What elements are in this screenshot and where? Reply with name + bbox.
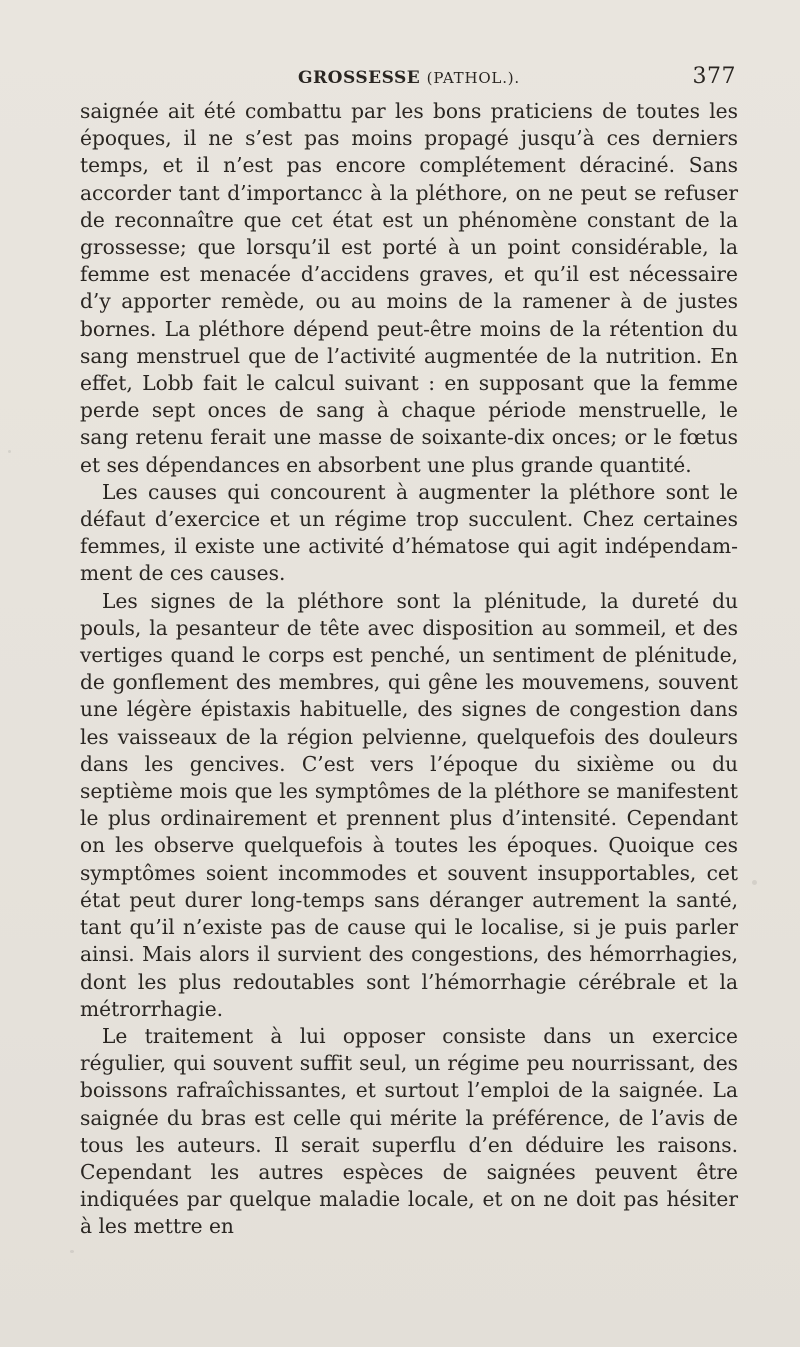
paragraph-treatment: Le traitement à lui opposer consiste dans un exercice régulier, qui souvent suffit seul, un régime peu nourrissant, des boissons rafraîchissantes, et surtout l’emploi de la saignée. La saignée du bras est celle qui mérite la préférence, de l’avis de tous les auteurs. Il serait superflu d’en déduire les raisons. Cependant les autres espèces de saignées peuvent être indiquées par quelque maladie locale, et on ne doit pas hésiter à les mettre en (80, 1023, 738, 1239)
paragraph-signs: Les signes de la pléthore sont la plénitude, la dureté du pouls, la pesanteur de tête avec disposition au sommeil, et des vertiges quand le corps est penché, un sentiment de plénitude, de gonflement des membres, qui gêne les mouvemens, souvent une légère épistaxis habituelle, des signes de congestion dans les vaisseaux de la région pelvienne, quelquefois des douleurs dans les gencives. C’est vers l’époque du sixième ou du septième mois que les symptômes de la pléthore se manifestent le plus ordinairement et prennent plus d’intensité. Cependant on les observe quelquefois à toutes les époques. Quoique ces symptômes soient incommodes et souvent insupportables, cet état peut durer long-temps sans déranger autrement la santé, tant qu’il n’existe pas de cause qui le localise, si je puis parler ainsi. Mais alors il survient des congestions, des hémorrhagies, dont les plus redoutables sont l’hémorrhagie cérébrale et la métrorrhagie. (80, 588, 738, 1021)
paper-speck (8, 450, 11, 453)
running-subtitle: (PATHOL.). (426, 69, 520, 87)
running-title: GROSSESSE (298, 68, 421, 88)
page-header (80, 66, 738, 94)
paper-speck (752, 880, 757, 885)
paper-speck (70, 1250, 74, 1253)
paragraph-causes: Les causes qui concourent à augmenter la pléthore sont le défaut d’exercice et un régime trop succulent. Chez certaines femmes, il existe une activité d’hématose qui agit indépendamment de ces causes. (80, 479, 738, 586)
page-number: 377 (692, 64, 736, 89)
paragraph-continuation: saignée ait été combattu par les bons praticiens de toutes les époques, il ne s’est pas moins propagé jusqu’à ces derniers temps, et il n’est pas encore complétement déraciné. Sans accorder tant d’importancc à la pléthore, on ne peut se refuser de reconnaître que cet état est un phénomène constant de la grossesse; que lorsqu’il est porté à un point considérable, la femme est menacée d’accidens graves, et qu’il est nécessaire d’y apporter remède, ou au moins de la ramener à de justes bornes. La pléthore dépend peut-être moins de la rétention du sang menstruel que de l’activité augmentée de la nutrition. En effet, Lobb fait le calcul suivant : en supposant que la femme perde sept onces de sang à chaque période menstruelle, le sang retenu ferait une masse de soixante-dix onces; or le fœtus et ses dépendances en absorbent une plus grande quantité. (80, 99, 738, 477)
running-head (80, 68, 738, 88)
body-text (80, 98, 738, 1241)
